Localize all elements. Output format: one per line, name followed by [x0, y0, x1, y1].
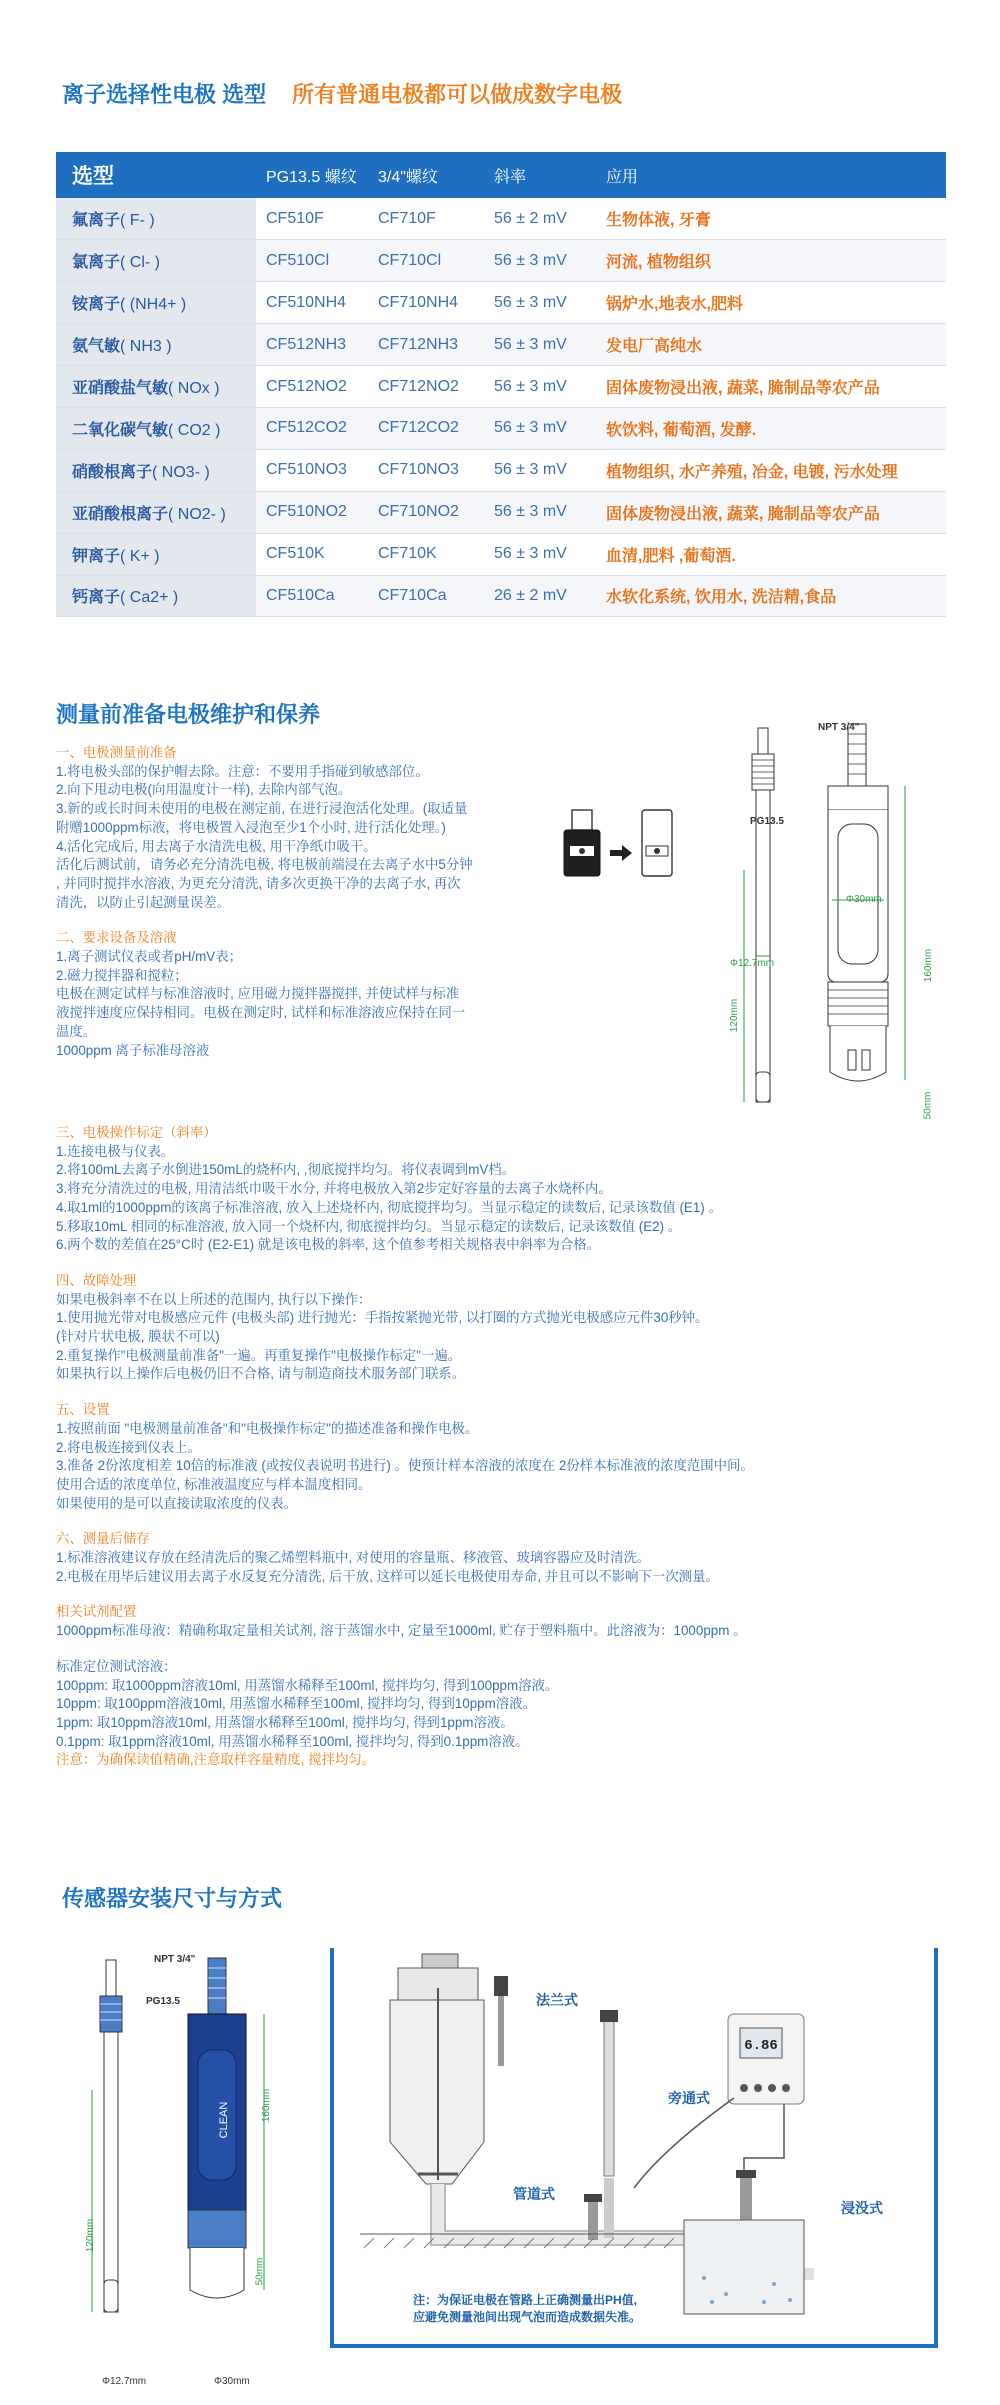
table-header-row [56, 152, 946, 198]
text-line: 附赠1000ppm标液，将电极置入浸泡至少1个小时, 进行活化处理。) [56, 819, 446, 835]
ion-formula: ( NH3 ) [120, 338, 172, 356]
ion-formula: ( (NH4+ ) [120, 296, 187, 314]
text-line: 1.将电极头部的保护帽去除。注意：不要用手指碰到敏感部位。 [56, 763, 429, 779]
pg-cell: CF512NH3 [256, 324, 368, 366]
text-line: 2.将电极连接到仪表上。 [56, 1439, 202, 1455]
text-line: 1000ppm标准母液：精确称取定量相关试剂, 溶于蒸馏水中, 定量至1000ml, 贮存于塑料瓶中。此溶液为：1000ppm 。 [56, 1623, 747, 1639]
ion-formula: ( CO2 ) [168, 421, 221, 439]
install-title: 传感器安装尺寸与方式 [62, 1886, 283, 1911]
section-storage [56, 1530, 956, 1586]
install-large-diameter: Φ30mm [214, 2376, 250, 2387]
ion-name: 钙离子 [72, 589, 121, 607]
dim-pg-label: PG13.5 [750, 816, 784, 827]
model-cell [56, 366, 256, 408]
text-line: 液搅拌速度应保持相同。电极在测定时, 试样和标准溶液应保持在同一 [56, 1005, 466, 1021]
text-line: 电极在测定试样与标准溶液时, 应用磁力搅拌器搅拌, 并使试样与标准 [56, 986, 460, 1002]
text-line: (针对片状电极, 膜状不可以) [56, 1329, 220, 1345]
text-line: 如果电极斜率不在以上所述的范围内, 执行以下操作： [56, 1291, 372, 1307]
text-line: 4.活化完成后, 用去离子水清洗电极, 用干净纸巾吸干。 [56, 838, 377, 854]
application-cell: 锅炉水,地表水,肥料 [596, 282, 946, 324]
text-line: 2.将100mL去离子水倒进150mL的烧杯内, ,彻底搅拌均匀。将仪表调到mV档。 [56, 1162, 516, 1178]
slope-cell: 56 ± 3 mV [484, 282, 596, 324]
dim-npt-label: NPT 3/4" [818, 722, 860, 733]
text-line: 2.磁力搅拌器和搅粒； [56, 967, 188, 983]
section-heading: 二、要求设备及溶液 [56, 930, 177, 946]
text-line: 2.电极在用毕后建议用去离子水反复充分清洗, 后干放, 这样可以延长电极使用寿命, 并且可以不影响下一次测量。 [56, 1568, 719, 1584]
slope-cell: 26 ± 2 mV [484, 575, 596, 617]
application-cell: 发电厂高纯水 [596, 324, 946, 366]
model-cell [56, 575, 256, 617]
immersion-label: 浸没式 [841, 2200, 883, 2216]
table-row [56, 366, 946, 408]
ion-name: 硝酸根离子 [72, 463, 153, 481]
ion-formula: ( Cl- ) [120, 254, 160, 272]
section-heading: 相关试剂配置 [56, 1604, 137, 1620]
text-line: 3.将充分清洗过的电极, 用清洁纸巾吸干水分, 并将电极放入第2步定好容量的去离子水烧杯内。 [56, 1181, 612, 1197]
section-heading: 一、电极测量前准备 [56, 745, 177, 760]
application-cell: 固体废物浸出液, 蔬菜, 腌制品等农产品 [596, 491, 946, 533]
bypass-label: 旁通式 [668, 2090, 710, 2106]
text-line: 0.1ppm: 取1ppm溶液10ml, 用蒸馏水稀释至100ml, 搅拌均匀, 得到0.1ppm溶液。 [56, 1733, 529, 1749]
install-length-160: 160mm [261, 2088, 273, 2123]
text-line: 10ppm: 取100ppm溶液10ml, 用蒸馏水稀释至100ml, 搅拌均匀, 得到10ppm溶液。 [56, 1696, 536, 1712]
digital-subtitle: 所有普通电极都可以做成数字电极 [292, 82, 623, 107]
ion-name: 氯离子 [72, 254, 121, 272]
text-line: 1.使用抛光带对电极感应元件 (电极头部) 进行抛光：手指按紧抛光带, 以打圈的方式抛光电极感应元件30秒钟。 [56, 1310, 709, 1326]
svg-text:CLEAN: CLEAN [218, 2101, 230, 2139]
text-line: 使用合适的浓度单位, 标准液温度应与样本温度相同。 [56, 1476, 372, 1492]
npt-cell: CF712NO2 [368, 366, 484, 408]
pg-cell: CF510Ca [256, 575, 368, 617]
install-length-50: 50mm [254, 2257, 266, 2286]
table-row [56, 198, 946, 240]
text-line: 2.重复操作"电极测量前准备"一遍。再重复操作"电极操作标定"一遍。 [56, 1347, 462, 1363]
section-setup [56, 1401, 956, 1513]
maintenance-text-full [56, 1124, 956, 1787]
text-line: 如果执行以上操作后电极仍旧不合格, 请与制造商技术服务部门联系。 [56, 1366, 466, 1382]
section-troubleshoot [56, 1272, 956, 1384]
col-header-npt: 3/4"螺纹 [368, 152, 484, 198]
text-line: 清洗，以防止引起测量误差。 [56, 894, 231, 910]
text-line: 3.准备 2份浓度相差 10倍的标准液 (或按仪表说明书进行) 。使预计样本溶液的浓度在 2份样本标准液的浓度范围中间。 [56, 1458, 754, 1474]
page-title [62, 78, 622, 109]
col-header-application: 应用 [596, 152, 946, 198]
section-heading: 五、设置 [56, 1402, 110, 1418]
npt-cell: CF710NO2 [368, 491, 484, 533]
table-row [56, 240, 946, 282]
maintenance-text-left [56, 744, 586, 1077]
pg-cell: CF512NO2 [256, 366, 368, 408]
dim-large-diameter: Φ30mm [846, 894, 882, 905]
ion-formula: ( NO2- ) [168, 505, 226, 523]
pg-cell: CF510NO3 [256, 449, 368, 491]
application-cell: 生物体液, 牙膏 [596, 198, 946, 240]
dim-length-160: 160mm [923, 948, 935, 983]
section-heading: 六、测量后储存 [56, 1531, 150, 1547]
model-cell [56, 533, 256, 575]
ion-formula: ( F- ) [120, 212, 155, 230]
install-small-diameter: Φ12.7mm [102, 2376, 147, 2387]
text-line: 1.按照前面 "电极测量前准备"和"电极操作标定"的描述准备和操作电极。 [56, 1420, 479, 1436]
model-cell [56, 282, 256, 324]
application-cell: 河流, 植物组织 [596, 240, 946, 282]
pipe-label: 管道式 [513, 2186, 555, 2202]
ion-name: 二氧化碳气敏 [72, 421, 169, 439]
npt-cell: CF710Ca [368, 575, 484, 617]
model-cell [56, 407, 256, 449]
text-line: 1.标准溶液建议存放在经清洗后的聚乙烯塑料瓶中, 对使用的容量瓶、移液管、玻璃容器应及时清洗。 [56, 1550, 651, 1566]
text-line: , 并同时搅拌水溶液, 为更充分清洗, 请多次更换干净的去离子水, 再次 [56, 875, 461, 891]
pg-cell: CF510NH4 [256, 282, 368, 324]
model-cell [56, 324, 256, 366]
application-cell: 水软化系统, 饮用水, 洗洁精,食品 [596, 575, 946, 617]
table-row [56, 449, 946, 491]
selection-table [56, 152, 946, 617]
section-heading: 三、电极操作标定（斜率） [56, 1125, 217, 1140]
meter-reading: 6.86 [744, 2038, 778, 2054]
npt-cell: CF710NO3 [368, 449, 484, 491]
model-cell [56, 198, 256, 240]
text-line: 100ppm: 取1000ppm溶液10ml, 用蒸馏水稀释至100ml, 搅拌均匀, 得到100ppm溶液。 [56, 1677, 559, 1693]
text-line: 5.移取10mL 相同的标准溶液, 放入同一个烧杯内, 彻底搅拌均匀。当显示稳定的读数后, 记录该数值 (E2) 。 [56, 1218, 682, 1234]
text-line: 温度。 [56, 1023, 97, 1039]
npt-cell: CF712NH3 [368, 324, 484, 366]
table-row [56, 533, 946, 575]
slope-cell: 56 ± 3 mV [484, 366, 596, 408]
application-cell: 固体废物浸出液, 蔬菜, 腌制品等农产品 [596, 366, 946, 408]
npt-cell: CF710Cl [368, 240, 484, 282]
install-npt-label: NPT 3/4" [154, 1954, 196, 1965]
flange-label: 法兰式 [536, 1992, 578, 2008]
text-line: 6.两个数的差值在25°C时 (E2-E1) 就是该电极的斜率, 这个值参考相关规格表中斜率为合格。 [56, 1237, 600, 1253]
ion-formula: ( NO3- ) [152, 463, 210, 481]
section-equipment [56, 929, 586, 1060]
npt-cell: CF710NH4 [368, 282, 484, 324]
model-cell [56, 491, 256, 533]
install-note-line: 应避免测量池间出现气泡而造成数据失准。 [413, 2310, 642, 2324]
text-line: 2.向下甩动电极(向用温度计一样), 去除内部气泡。 [56, 782, 352, 798]
npt-cell: CF710F [368, 198, 484, 240]
model-cell [56, 449, 256, 491]
slope-cell: 56 ± 3 mV [484, 449, 596, 491]
arrow-icon [610, 845, 632, 861]
application-cell: 软饮料, 葡萄酒, 发酵. [596, 407, 946, 449]
standards-note: 注意：为确保读值精确,注意取样容量精度, 搅拌均匀。 [56, 1752, 376, 1768]
pg-cell: CF510K [256, 533, 368, 575]
table-row [56, 491, 946, 533]
ion-formula: ( NOx ) [168, 380, 220, 397]
section-heading: 标准定位测试溶液： [56, 1658, 177, 1674]
text-line: 1000ppm 离子标准母溶液 [56, 1042, 210, 1058]
table-row [56, 407, 946, 449]
slope-cell: 56 ± 3 mV [484, 240, 596, 282]
col-header-model: 选型 [56, 152, 256, 198]
text-line: 如果使用的是可以直接读取浓度的仪表。 [56, 1495, 298, 1511]
maintenance-title: 测量前准备电极维护和保养 [56, 702, 321, 727]
ion-name: 亚硝酸根离子 [72, 505, 169, 523]
ion-name: 亚硝酸盐气敏 [72, 380, 169, 397]
pg-cell: CF510F [256, 198, 368, 240]
dim-length-120: 120mm [729, 998, 741, 1033]
model-cell [56, 240, 256, 282]
npt-cell: CF712CO2 [368, 407, 484, 449]
section-standards [56, 1658, 956, 1770]
slope-cell: 56 ± 3 mV [484, 491, 596, 533]
col-header-slope: 斜率 [484, 152, 596, 198]
ion-name: 氟离子 [72, 212, 121, 230]
ion-name: 钾离子 [72, 547, 121, 565]
electrode-dimension-diagram [730, 720, 970, 1160]
install-electrode-diagram [80, 1950, 300, 2350]
application-cell: 植物组织, 水产养殖, 冶金, 电镀, 污水处理 [596, 449, 946, 491]
install-pg-label: PG13.5 [146, 1996, 180, 2007]
pg-cell: CF510NO2 [256, 491, 368, 533]
slope-cell: 56 ± 3 mV [484, 533, 596, 575]
dim-length-50: 50mm [922, 1091, 934, 1120]
npt-cell: CF710K [368, 533, 484, 575]
text-line: 3.新的或长时间未使用的电极在测定前, 在进行浸泡活化处理。(取适量 [56, 801, 468, 817]
section-heading: 四、故障处理 [56, 1272, 137, 1288]
pg-cell: CF512CO2 [256, 407, 368, 449]
text-line: 1ppm: 取10ppm溶液10ml, 用蒸馏水稀释至100ml, 搅拌均匀, 得到1ppm溶液。 [56, 1714, 514, 1730]
text-line: 1.离子测试仪表或者pH/mV表； [56, 949, 242, 965]
ion-formula: ( Ca2+ ) [120, 589, 179, 607]
text-line: 4.取1ml的1000ppm的该离子标准溶液, 放入上述烧杯内, 彻底搅拌均匀。当显示稳定的读数后, 记录该数值 (E1) 。 [56, 1199, 722, 1215]
install-note [413, 2292, 641, 2326]
slope-cell: 56 ± 2 mV [484, 198, 596, 240]
ion-name: 氨气敏 [72, 338, 121, 356]
ion-formula: ( K+ ) [120, 547, 160, 565]
text-line: 1.连接电极与仪表。 [56, 1143, 175, 1159]
slope-cell: 56 ± 3 mV [484, 324, 596, 366]
pg-cell: CF510Cl [256, 240, 368, 282]
table-row [56, 575, 946, 617]
cap-removal-diagram [560, 798, 690, 888]
section-prep [56, 744, 586, 912]
installation-illustration [334, 1948, 934, 2344]
application-cell: 血清,肥料 ,葡萄酒. [596, 533, 946, 575]
install-note-line: 注：为保证电极在管路上正确测量出PH值, [413, 2293, 638, 2307]
selection-title: 离子选择性电极 选型 [62, 82, 267, 107]
table-row [56, 324, 946, 366]
dim-small-diameter: Φ12.7mm [730, 958, 775, 969]
text-line: 活化后测试前，请务必充分清洗电极, 将电极前端浸在去离子水中5分钟 [56, 857, 473, 873]
section-reagents [56, 1603, 956, 1640]
slope-cell: 56 ± 3 mV [484, 407, 596, 449]
ion-name: 铵离子 [72, 296, 121, 314]
install-length-120: 120mm [85, 2218, 97, 2253]
col-header-pg: PG13.5 螺纹 [256, 152, 368, 198]
table-row [56, 282, 946, 324]
